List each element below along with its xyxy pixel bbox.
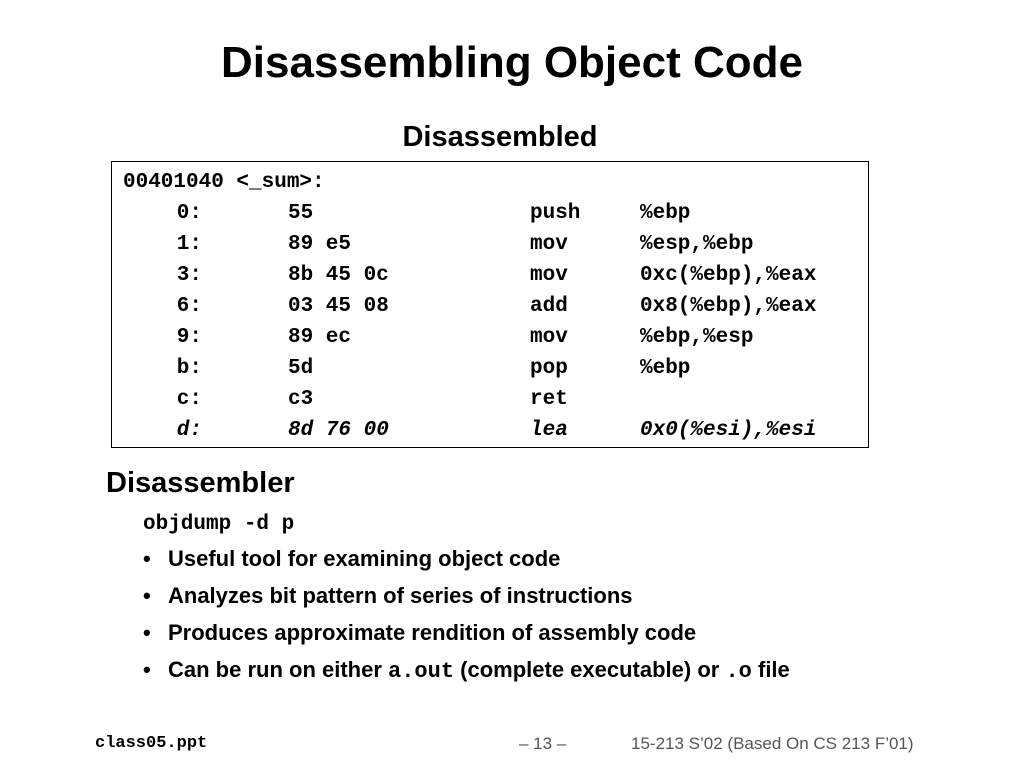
code-row (112, 202, 868, 233)
bullet-text: Produces approximate rendition of assembly code (168, 620, 697, 645)
footer-filename: class05.ppt (95, 734, 208, 753)
opcode: ret (530, 388, 568, 411)
bullet-icon: • (143, 583, 151, 608)
code-row (112, 295, 868, 326)
opcode: lea (530, 419, 568, 442)
function-label: 00401040 <_sum>: (123, 171, 325, 194)
code-row (112, 419, 868, 450)
inline-code-o: .o (725, 659, 752, 684)
offset: d: (176, 419, 202, 442)
code-row (112, 388, 868, 419)
offset: 9: (176, 326, 202, 349)
opcode: mov (530, 233, 568, 256)
offset: 0: (176, 202, 202, 225)
code-row (112, 326, 868, 357)
bytes: 55 (288, 202, 314, 225)
operands: 0xc(%ebp),%eax (640, 264, 817, 287)
footer-course: 15-213 S’02 (Based On CS 213 F’01) (631, 734, 914, 753)
offset: 1: (176, 233, 202, 256)
operands: %ebp (640, 202, 691, 225)
opcode: pop (530, 357, 568, 380)
code-box-caption: Disassembled (402, 121, 598, 153)
offset: 3: (176, 264, 202, 287)
code-row (112, 357, 868, 388)
command-line: objdump -d p (143, 513, 295, 536)
footer-page-number: – 13 – (519, 734, 567, 753)
operands: 0x8(%ebp),%eax (640, 295, 817, 318)
opcode: mov (530, 264, 568, 287)
code-row (112, 264, 868, 295)
bullet-text-prefix: Can be run on either (168, 657, 389, 682)
offset: b: (176, 357, 202, 380)
bytes: c3 (288, 388, 314, 411)
bullet-text-suffix: file (751, 657, 790, 682)
list-item (143, 583, 790, 620)
inline-code-aout: a.out (388, 659, 455, 684)
code-row (112, 233, 868, 264)
bytes: 8b 45 0c (288, 264, 389, 287)
bullet-list (143, 546, 790, 694)
bytes: 03 45 08 (288, 295, 389, 318)
bytes: 5d (288, 357, 314, 380)
list-item (143, 546, 790, 583)
disassembly-listing (111, 161, 869, 448)
offset: c: (176, 388, 202, 411)
bytes: 89 ec (288, 326, 352, 349)
bytes: 89 e5 (288, 233, 352, 256)
bytes: 8d 76 00 (288, 419, 389, 442)
operands: %ebp (640, 357, 691, 380)
slide-title: Disassembling Object Code (221, 38, 803, 87)
list-item (143, 620, 790, 657)
bullet-icon: • (143, 657, 151, 682)
operands: %esp,%ebp (640, 233, 754, 256)
opcode: push (530, 202, 581, 225)
offset: 6: (176, 295, 202, 318)
operands: %ebp,%esp (640, 326, 754, 349)
bullet-text: Useful tool for examining object code (168, 546, 561, 571)
operands: 0x0(%esi),%esi (640, 419, 817, 442)
section-heading: Disassembler (106, 467, 295, 499)
bullet-icon: • (143, 546, 151, 571)
bullet-icon: • (143, 620, 151, 645)
bullet-text: Analyzes bit pattern of series of instructions (168, 583, 633, 608)
list-item (143, 657, 790, 694)
opcode: add (530, 295, 568, 318)
bullet-text-middle: (complete executable) or (454, 657, 726, 682)
opcode: mov (530, 326, 568, 349)
